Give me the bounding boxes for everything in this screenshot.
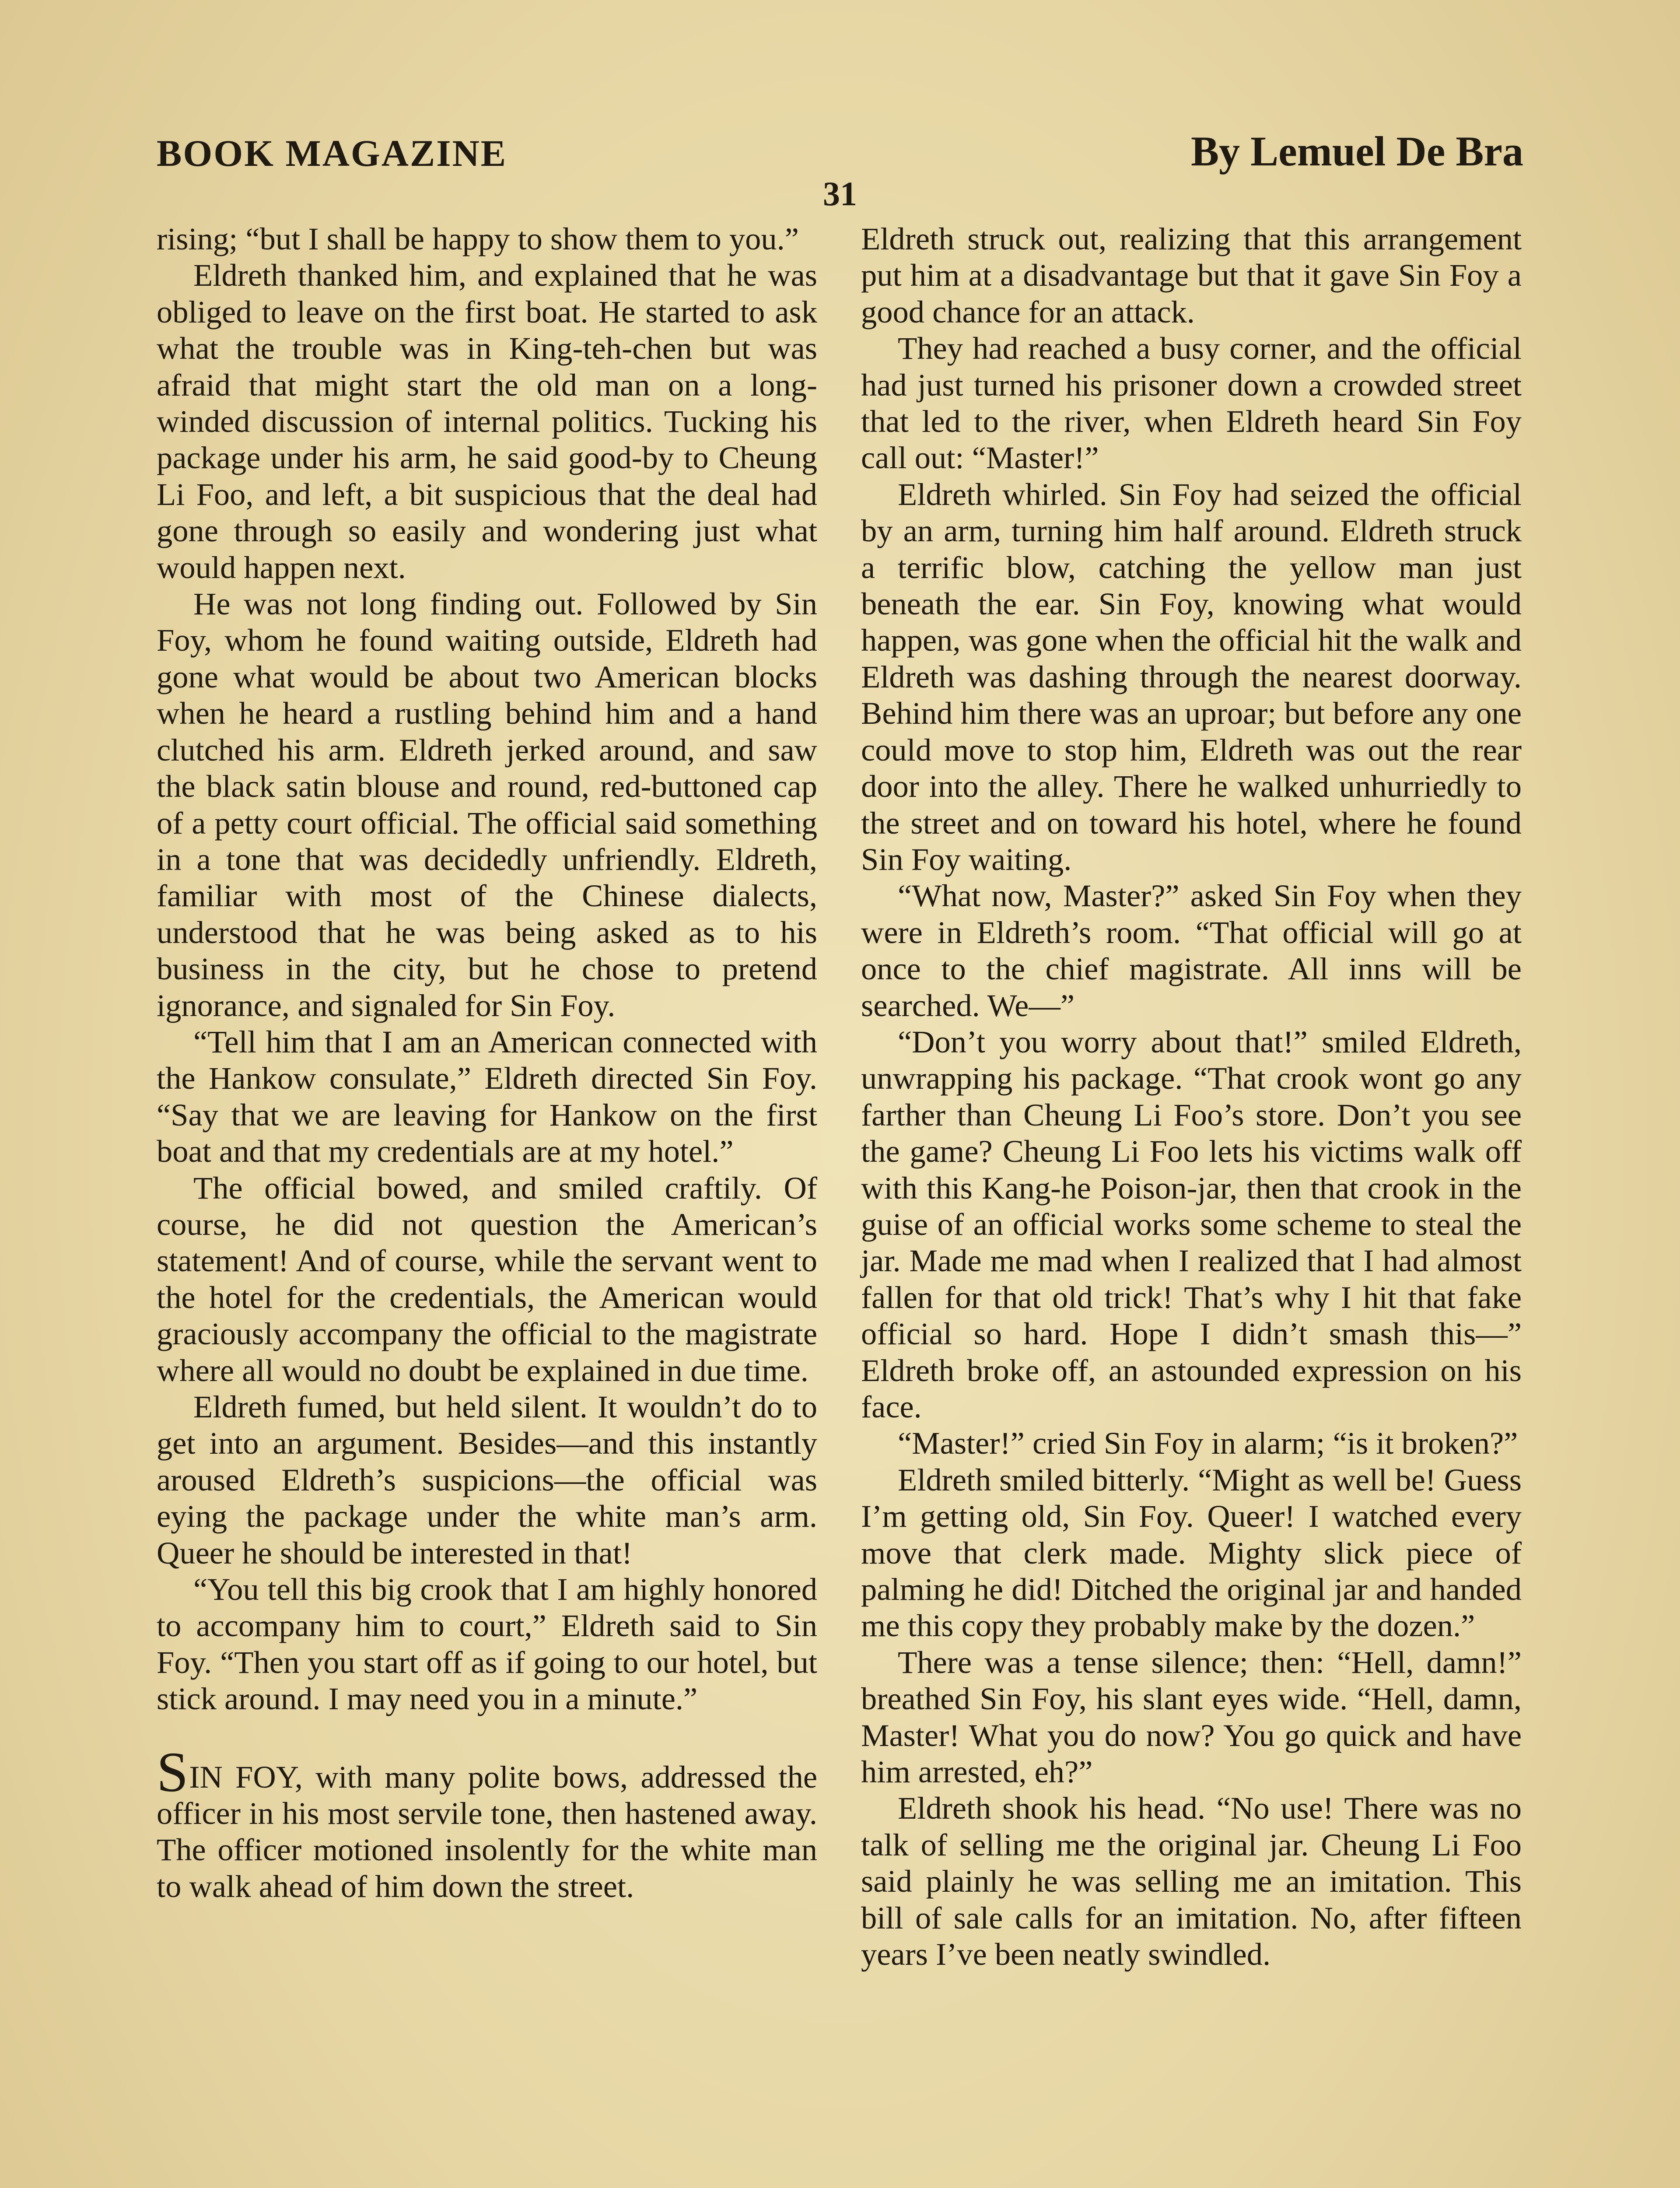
paragraph: “Tell him that I am an American connected with the Hankow consulate,” Eldreth directed Sin Foy. “Say that we are leaving for Hankow on the first boat and that my credentials are at my hotel.” <box>157 1024 817 1169</box>
running-head-author: By Lemuel De Bra <box>1191 128 1523 175</box>
paragraph: The official bowed, and smiled craftily. Of course, he did not question the American’s statement! And of course, while the servant went to the hotel for the credentials, the American would graciously accompany the official to the magistrate where all would no doubt be explained in due time. <box>157 1170 817 1388</box>
section-break-text: IN FOY, with many polite bows, addressed the officer in his most servile tone, then hastened away. The officer motioned insolently for the white man to walk ahead of him down the street. <box>157 1759 817 1904</box>
paragraph: They had reached a busy corner, and the official had just turned his prisoner down a crowded street that led to the river, when Eldreth heard Sin Foy call out: “Master!” <box>861 330 1522 476</box>
paragraph: There was a tense silence; then: “Hell, damn!” breathed Sin Foy, his slant eyes wide. “Hell, damn, Master! What you do now? You go quick and have him arrested, eh?” <box>861 1644 1522 1790</box>
paragraph: rising; “but I shall be happy to show them to you.” <box>157 221 799 256</box>
right-column <box>861 221 1522 1973</box>
paragraph: Eldreth thanked him, and explained that he was obliged to leave on the first boat. He started to ask what the trouble was in King-teh-chen but was afraid that might start the old man on a long-winded discussion of internal politics. Tucking his package under his arm, he said good-by to Cheung Li Foo, and left, a bit suspicious that the deal had gone through so easily and wondering just what would happen next. <box>157 257 817 585</box>
paragraph: He was not long finding out. Followed by Sin Foy, whom he found waiting outside, Eldreth had gone what would be about two American blocks when he heard a rustling behind him and a hand clutched his arm. Eldreth jerked around, and saw the black satin blouse and round, red-buttoned cap of a petty court official. The official said something in a tone that was decidedly unfriendly. Eldreth, familiar with most of the Chinese dialects, understood that he was being asked as to his business in the city, but he chose to pretend ignorance, and signaled for Sin Foy. <box>157 586 817 1023</box>
paragraph: “What now, Master?” asked Sin Foy when they were in Eldreth’s room. “That official will go at once to the chief magistrate. All inns will be searched. We—” <box>861 878 1522 1023</box>
paragraph: Eldreth fumed, but held silent. It wouldn’t do to get into an argument. Besides—and this instantly aroused Eldreth’s suspicions—the official was eying the package under the white man’s arm. Queer he should be interested in that! <box>157 1389 817 1571</box>
paragraph: “You tell this big crook that I am highly honored to accompany him to court,” Eldreth said to Sin Foy. “Then you start off as if going to our hotel, but stick around. I may need you in a minute.” <box>157 1571 817 1717</box>
paragraph: Eldreth shook his head. “No use! There was no talk of selling me the original jar. Cheung Li Foo said plainly he was selling me an imitation. This bill of sale calls for an imitation. No, after fifteen years I’ve been neatly swindled. <box>861 1790 1522 1972</box>
running-head-magazine: BOOK MAGAZINE <box>157 132 508 174</box>
paragraph: Eldreth smiled bitterly. “Might as well be! Guess I’m getting old, Sin Foy. Queer! I watched every move that clerk made. Mighty slick piece of palming he did! Ditched the original jar and handed me this copy they probably make by the dozen.” <box>861 1462 1522 1644</box>
paragraph: Eldreth struck out, realizing that this arrangement put him at a disadvantage but that it gave Sin Foy a good chance for an attack. <box>861 221 1522 330</box>
paragraph: Eldreth whirled. Sin Foy had seized the official by an arm, turning him half around. Eldreth struck a terrific blow, catching the yellow man just beneath the ear. Sin Foy, knowing what would happen, was gone when the official hit the walk and Eldreth was dashing through the nearest doorway. Behind him there was an uproar; but before any one could move to stop him, Eldreth was out the rear door into the alley. There he walked unhurriedly to the street and on toward his hotel, where he found Sin Foy waiting. <box>861 476 1522 877</box>
drop-cap: S <box>157 1740 189 1804</box>
section-break-paragraph <box>157 1740 817 1905</box>
page-number: 31 <box>823 175 857 213</box>
left-column <box>157 221 817 1904</box>
paragraph: “Master!” cried Sin Foy in alarm; “is it broken?” <box>898 1425 1518 1461</box>
paragraph: “Don’t you worry about that!” smiled Eldreth, unwrapping his package. “That crook wont go any farther than Cheung Li Foo’s store. Don’t you see the game? Cheung Li Foo lets his victims walk off with this Kang-he Poison-jar, then that crook in the guise of an official works some scheme to steal the jar. Made me mad when I realized that I had almost fallen for that old trick! That’s why I hit that fake official so hard. Hope I didn’t smash this—” Eldreth broke off, an astounded expression on his face. <box>861 1024 1522 1424</box>
